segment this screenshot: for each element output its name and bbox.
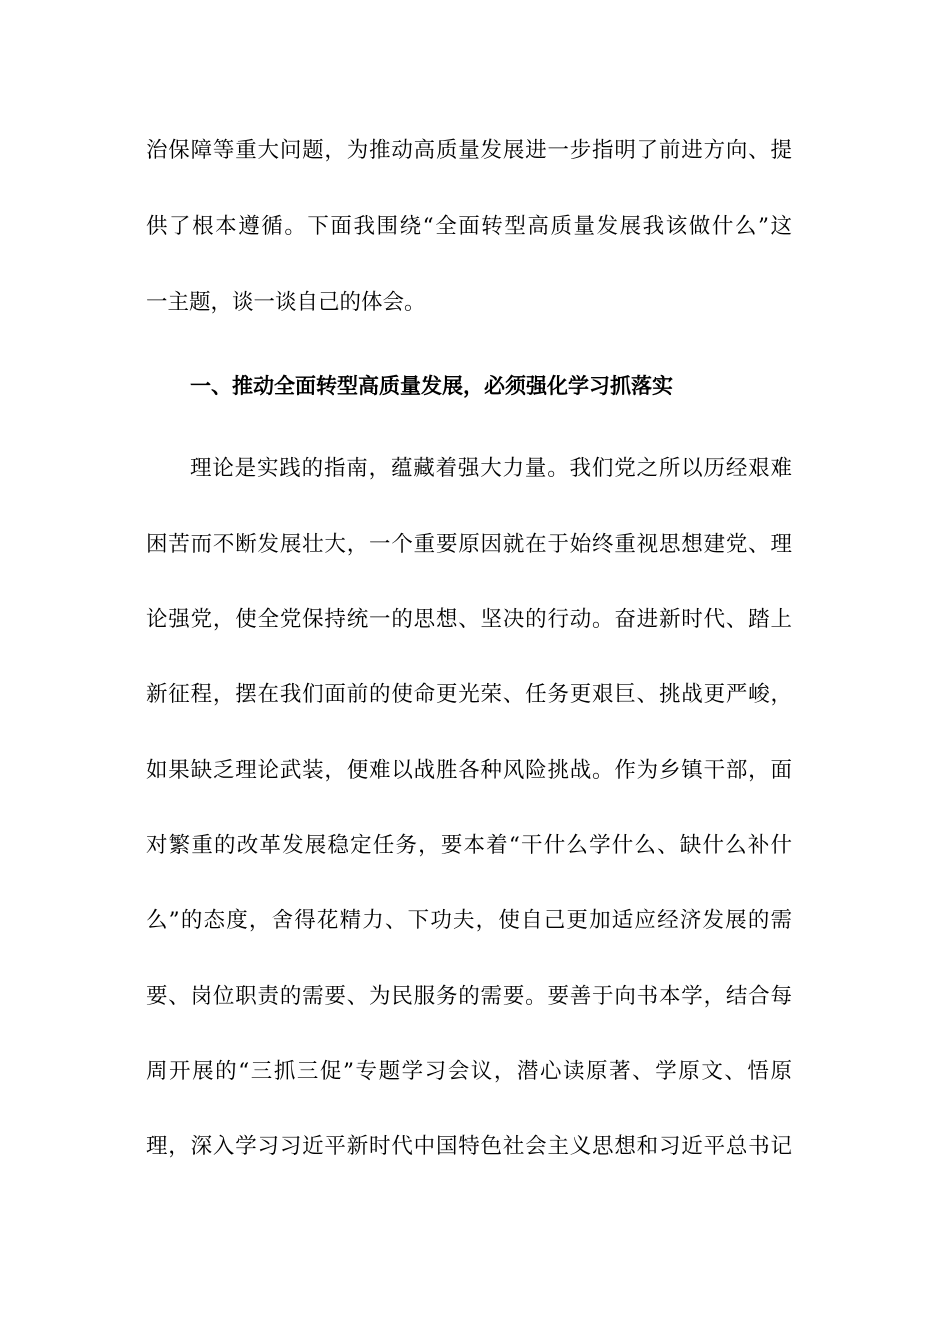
paragraph-2-line-4: 新征程，摆在我们面前的使命更光荣、任务更艰巨、挑战更严峻， [146,682,792,707]
section-heading: 一、推动全面转型高质量发展，必须强化学习抓落实 [190,374,673,398]
paragraph-2-line-2: 困苦而不断发展壮大，一个重要原因就在于始终重视思想建党、理 [146,532,792,557]
paragraph-1-line-2: 供了根本遵循。下面我围绕“全面转型高质量发展我该做什么”这 [146,214,792,239]
paragraph-1-line-3: 一主题，谈一谈自己的体会。 [146,290,426,315]
paragraph-1-line-1: 治保障等重大问题，为推动高质量发展进一步指明了前进方向、提 [146,138,792,163]
paragraph-2-line-5: 如果缺乏理论武装，便难以战胜各种风险挑战。作为乡镇干部，面 [146,758,792,783]
paragraph-2-line-1: 理论是实践的指南，蕴藏着强大力量。我们党之所以历经艰难 [190,456,792,481]
paragraph-2-line-10: 理，深入学习习近平新时代中国特色社会主义思想和习近平总书记 [146,1134,792,1159]
paragraph-2-line-7: 么”的态度，舍得花精力、下功夫，使自己更加适应经济发展的需 [146,908,792,933]
paragraph-2-line-9: 周开展的“三抓三促”专题学习会议，潜心读原著、学原文、悟原 [146,1059,792,1084]
paragraph-2-line-6: 对繁重的改革发展稳定任务，要本着“干什么学什么、缺什么补什 [146,833,792,858]
paragraph-2-line-3: 论强党，使全党保持统一的思想、坚决的行动。奋进新时代、踏上 [146,607,792,632]
paragraph-2-line-8: 要、岗位职责的需要、为民服务的需要。要善于向书本学，结合每 [146,984,792,1009]
